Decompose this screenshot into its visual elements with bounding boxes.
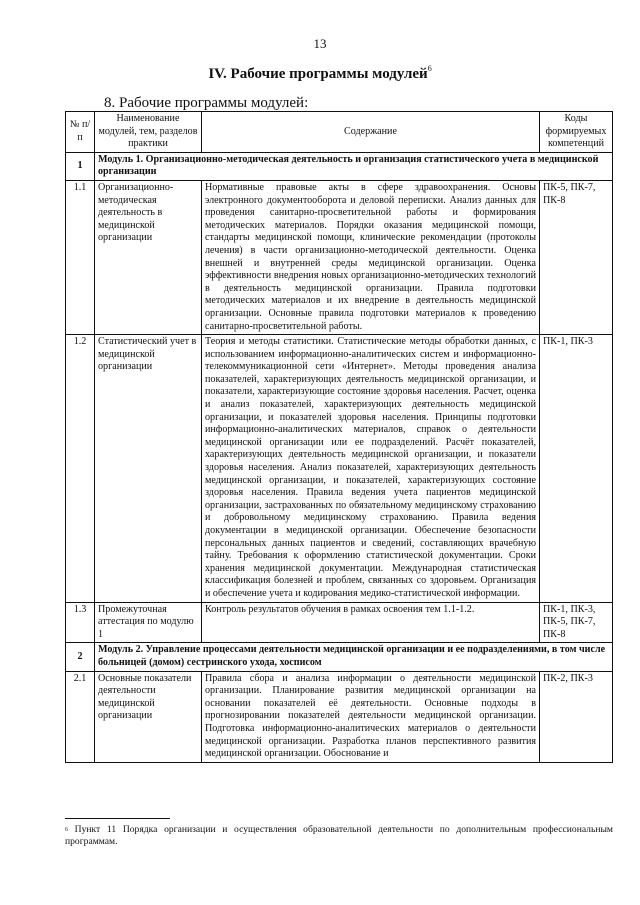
row-num: 1.2	[66, 335, 95, 602]
row-name: Основные показатели деятельности медицинской организации	[95, 671, 202, 762]
header-name: Наименование модулей, тем, разделов практики	[95, 112, 202, 153]
section-title-text: IV. Рабочие программы модулей	[208, 66, 428, 82]
table-row	[66, 180, 613, 334]
row-name: Промежуточная аттестация по модулю 1	[95, 602, 202, 643]
module-row	[66, 643, 613, 671]
modules-table	[65, 111, 613, 763]
footnote-ref: 6	[427, 64, 432, 73]
row-name: Организационно-методическая деятельность в медицинской организации	[95, 180, 202, 334]
row-content: Контроль результатов обучения в рамках освоения тем 1.1-1.2.	[202, 602, 540, 643]
module-num: 2	[66, 643, 95, 671]
section-title	[0, 66, 640, 83]
module-row	[66, 152, 613, 180]
row-name: Статистический учет в медицинской организации	[95, 335, 202, 602]
row-codes: ПК-1, ПК-3, ПК-5, ПК-7, ПК-8	[540, 602, 613, 643]
row-codes: ПК-2, ПК-3	[540, 671, 613, 762]
row-num: 2.1	[66, 671, 95, 762]
row-codes: ПК-1, ПК-3	[540, 335, 613, 602]
module-title: Модуль 2. Управление процессами деятельности медицинской организации и ее подразделениями, в том числе больницей (домом) сестринского ухода, хосписом	[95, 643, 613, 671]
row-content: Теория и методы статистики. Статистические методы обработки данных, с использованием информационно-аналитических систем и информационно-телекоммуникационной сети «Интернет». Методы проведения анализа показателей, характеризующих деятельность медицинской организации, и показатели, характеризующие состояние здоровья населения. Расчет, оценка и анализ показателей, характеризующих деятельность медицинской организации, и показателей здоровья населения. Принципы подготовки информационно-аналитических материалов, справок о деятельности медицинской организации или ее подразделений. Расчёт показателей, характеризующих деятельность медицинской организации, и показатели здоровья населения. Анализ показателей, характеризующих деятельность медицинской организации, и показателей, характеризующих состояние здоровья населения. Правила ведения учета пациентов медицинской организации, застрахованных по обязательному медицинскому страхованию и добровольному медицинскому страхованию. Правила ведения документации в медицинской организации. Обеспечение безопасности персональных данных пациентов и сведений, составляющих врачебную тайну. Требования к оформлению статистической документации. Сроки хранения медицинской документации. Международная статистическая классификация болезней и проблем, связанных со здоровьем. Организация и обеспечение учета и кодирования медико-статистической информации.	[202, 335, 540, 602]
table-row	[66, 602, 613, 643]
header-codes: Коды формируемых компетенций	[540, 112, 613, 153]
module-title: Модуль 1. Организационно-методическая деятельность и организация статистического учета в медицинской организации	[95, 152, 613, 180]
row-num: 1.1	[66, 180, 95, 334]
module-num: 1	[66, 152, 95, 180]
row-codes: ПК-5, ПК-7, ПК-8	[540, 180, 613, 334]
row-content: Нормативные правовые акты в сфере здравоохранения. Основы электронного документооборота и деловой переписки. Анализ данных для проведения санитарно-просветительной работы и формирования методических материалов. Порядки оказания медицинской помощи, стандарты медицинской помощи, клинические рекомендации (протоколы лечения) в части организационно-методической деятельности. Оценка внешней и внутренней среды медицинской организации. Оценка эффективности внедрения новых организационно-методических технологий в деятельность медицинской организации. Правила подготовки методических материалов и их внедрение в деятельность медицинской организации. Основные правила подготовки материалов к проведению санитарно-просветительной работы.	[202, 180, 540, 334]
footnote-mark: 6	[65, 827, 68, 833]
table-row	[66, 335, 613, 602]
page-number: 13	[313, 36, 327, 51]
table-row	[66, 671, 613, 762]
subsection-title: 8. Рабочие программы модулей:	[104, 95, 309, 111]
table-header-row	[66, 112, 613, 153]
header-num: № п/п	[66, 112, 95, 153]
footnote-text: Пункт 11 Порядка организации и осуществления образовательной деятельности по дополнительным профессиональным программам.	[65, 824, 613, 847]
footnote	[65, 824, 613, 848]
footnote-divider	[65, 818, 170, 819]
row-content: Правила сбора и анализа информации о деятельности медицинской организации. Планирование развития медицинской организации на основании показателей её деятельности. Основные подходы в прогнозировании показателей деятельности медицинской организации. Подготовка информационно-аналитических материалов о деятельности медицинской организации. Разработка планов перспективного развития медицинской организации. Обоснование и	[202, 671, 540, 762]
row-num: 1.3	[66, 602, 95, 643]
header-content: Содержание	[202, 112, 540, 153]
